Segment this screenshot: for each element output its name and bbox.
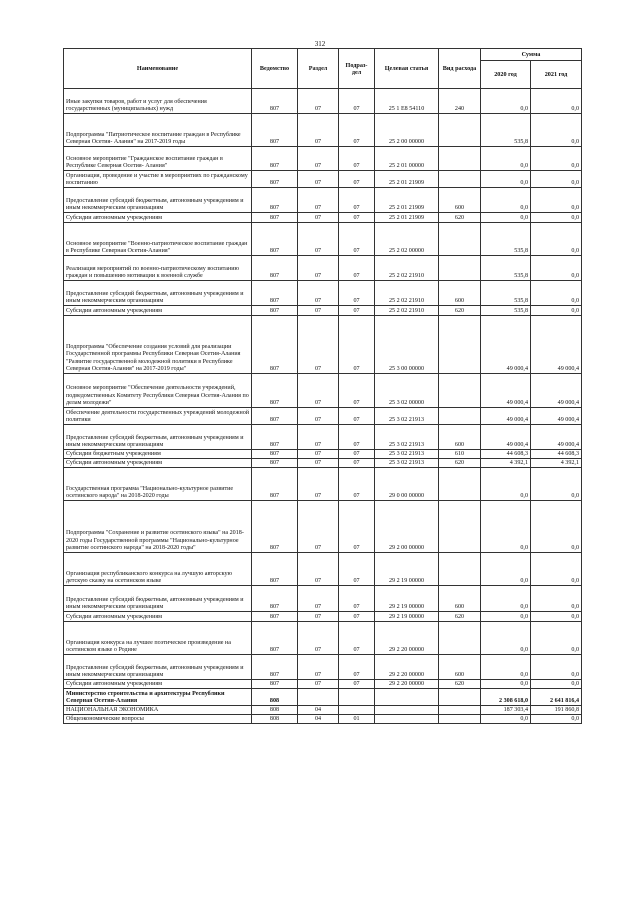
- cell-2020: 0,0: [481, 213, 531, 223]
- cell-expense: [439, 147, 481, 171]
- cell-ministry: 807: [252, 553, 298, 586]
- cell-2021: 0,0: [531, 147, 582, 171]
- cell-ministry: 807: [252, 374, 298, 408]
- header-ministry: Ведомство: [252, 49, 298, 89]
- cell-ministry: 807: [252, 256, 298, 281]
- table-row: [64, 715, 582, 724]
- cell-expense: 240: [439, 89, 481, 114]
- table-row: [64, 655, 582, 680]
- cell-target: 25 3 00 00000: [375, 316, 439, 374]
- cell-ministry: 807: [252, 213, 298, 223]
- table-row: [64, 450, 582, 459]
- cell-name: Обеспечение деятельности государственных учреждений молодежной политики: [64, 408, 252, 425]
- cell-section: 07: [298, 680, 339, 689]
- cell-name: Иные закупки товаров, работ и услуг для обеспечения государственных (муниципальных) нужд: [64, 89, 252, 114]
- cell-target: 25 2 02 00000: [375, 223, 439, 256]
- cell-2021: 0,0: [531, 715, 582, 724]
- cell-2020: 44 608,3: [481, 450, 531, 459]
- cell-ministry: 807: [252, 316, 298, 374]
- cell-2020: 535,8: [481, 114, 531, 147]
- cell-2021: 0,0: [531, 655, 582, 680]
- cell-target: 25 3 02 21913: [375, 425, 439, 450]
- cell-section: [298, 689, 339, 706]
- cell-ministry: 807: [252, 622, 298, 655]
- cell-subsection: 07: [339, 553, 375, 586]
- header-expense: Вид расхода: [439, 49, 481, 89]
- cell-target: 29 2 20 00000: [375, 680, 439, 689]
- cell-target: 25 3 02 21913: [375, 408, 439, 425]
- cell-target: 29 2 00 00000: [375, 501, 439, 553]
- cell-target: 25 2 01 21909: [375, 171, 439, 188]
- cell-2021: 0,0: [531, 586, 582, 612]
- cell-subsection: 07: [339, 171, 375, 188]
- header-subsection: Подраз-дел: [339, 49, 375, 89]
- cell-2020: 0,0: [481, 89, 531, 114]
- cell-expense: 620: [439, 459, 481, 468]
- cell-2021: 191 860,8: [531, 706, 582, 715]
- cell-2021: 0,0: [531, 306, 582, 316]
- cell-2021: 0,0: [531, 501, 582, 553]
- cell-section: 07: [298, 501, 339, 553]
- cell-section: 07: [298, 553, 339, 586]
- cell-target: 25 2 01 21909: [375, 188, 439, 213]
- table-row: [64, 501, 582, 553]
- cell-expense: [439, 223, 481, 256]
- cell-name: Субсидии автономным учреждениям: [64, 459, 252, 468]
- cell-expense: [439, 468, 481, 501]
- cell-target: 25 3 02 00000: [375, 374, 439, 408]
- cell-section: 07: [298, 306, 339, 316]
- cell-expense: [439, 408, 481, 425]
- header-2020: 2020 год: [481, 61, 531, 89]
- cell-name: Организация, проведение и участие в мероприятиях по гражданскому воспитанию: [64, 171, 252, 188]
- cell-subsection: 07: [339, 501, 375, 553]
- cell-name: НАЦИОНАЛЬНАЯ ЭКОНОМИКА: [64, 706, 252, 715]
- cell-target: 25 2 01 21909: [375, 213, 439, 223]
- cell-2020: 0,0: [481, 612, 531, 622]
- cell-subsection: 07: [339, 223, 375, 256]
- cell-2020: 2 308 618,0: [481, 689, 531, 706]
- cell-expense: [439, 171, 481, 188]
- cell-ministry: 807: [252, 223, 298, 256]
- cell-ministry: 807: [252, 188, 298, 213]
- cell-target: 29 2 19 00000: [375, 553, 439, 586]
- cell-target: [375, 689, 439, 706]
- cell-section: 07: [298, 612, 339, 622]
- cell-target: 25 1 E8 54110: [375, 89, 439, 114]
- cell-expense: 620: [439, 612, 481, 622]
- cell-subsection: 07: [339, 281, 375, 306]
- cell-ministry: 807: [252, 425, 298, 450]
- cell-2020: 0,0: [481, 501, 531, 553]
- cell-ministry: 807: [252, 147, 298, 171]
- cell-subsection: 07: [339, 622, 375, 655]
- header-sum: Сумма: [481, 49, 582, 61]
- cell-2021: 49 000,4: [531, 316, 582, 374]
- cell-2020: 4 392,1: [481, 459, 531, 468]
- cell-expense: 620: [439, 213, 481, 223]
- cell-2020: 0,0: [481, 655, 531, 680]
- cell-subsection: 07: [339, 408, 375, 425]
- cell-subsection: 07: [339, 468, 375, 501]
- cell-target: 29 2 19 00000: [375, 586, 439, 612]
- cell-target: 25 2 00 00000: [375, 114, 439, 147]
- cell-ministry: 808: [252, 715, 298, 724]
- table-row: [64, 316, 582, 374]
- page-number: 312: [314, 40, 326, 48]
- table-row: [64, 553, 582, 586]
- cell-expense: 600: [439, 586, 481, 612]
- cell-ministry: 807: [252, 306, 298, 316]
- cell-2020: 49 000,4: [481, 425, 531, 450]
- cell-target: 25 3 02 21913: [375, 459, 439, 468]
- cell-name: Подпрограмма "Патриотическое воспитание граждан в Республике Северная Осетия- Алания" на 2017-2019 годы: [64, 114, 252, 147]
- cell-target: 29 2 19 00000: [375, 612, 439, 622]
- table-row: [64, 114, 582, 147]
- cell-2021: 0,0: [531, 114, 582, 147]
- cell-2021: 0,0: [531, 188, 582, 213]
- cell-expense: [439, 114, 481, 147]
- cell-name: Общеэкономические вопросы: [64, 715, 252, 724]
- cell-2021: 0,0: [531, 680, 582, 689]
- cell-section: 07: [298, 114, 339, 147]
- cell-section: 07: [298, 622, 339, 655]
- cell-2021: 0,0: [531, 468, 582, 501]
- cell-section: 07: [298, 655, 339, 680]
- cell-name: Реализация мероприятий по военно-патриотическому воспитанию граждан и повышению мотивации к военной службе: [64, 256, 252, 281]
- table-row: [64, 188, 582, 213]
- cell-name: Организация конкурса на лучшее поэтическое произведение на осетинском языке о Родине: [64, 622, 252, 655]
- cell-section: 07: [298, 256, 339, 281]
- cell-ministry: 807: [252, 171, 298, 188]
- cell-ministry: 808: [252, 689, 298, 706]
- cell-ministry: 807: [252, 468, 298, 501]
- cell-expense: [439, 715, 481, 724]
- cell-target: 29 2 20 00000: [375, 622, 439, 655]
- cell-2020: 49 000,4: [481, 408, 531, 425]
- cell-section: 07: [298, 316, 339, 374]
- cell-name: Предоставление субсидий бюджетным, автономным учреждениям и иным некоммерческим организациям: [64, 655, 252, 680]
- cell-expense: 600: [439, 188, 481, 213]
- cell-expense: [439, 706, 481, 715]
- cell-section: 07: [298, 374, 339, 408]
- table-row: [64, 374, 582, 408]
- cell-2020: 535,8: [481, 281, 531, 306]
- cell-name: Субсидии автономным учреждениям: [64, 612, 252, 622]
- table-row: [64, 425, 582, 450]
- cell-target: 25 2 02 21910: [375, 306, 439, 316]
- cell-section: 07: [298, 213, 339, 223]
- cell-target: 25 2 01 00000: [375, 147, 439, 171]
- cell-subsection: 07: [339, 374, 375, 408]
- cell-2020: 0,0: [481, 622, 531, 655]
- cell-2020: 0,0: [481, 553, 531, 586]
- cell-name: Подпрограмма "Сохранение и развитие осетинского языка" на 2018-2020 годы Государственной программы "Национально-культурное развитие осетинского народа" на 2018-2020 годы": [64, 501, 252, 553]
- cell-name: Государственная программа "Национально-культурное развитие осетинского народа" на 2018-2020 годы: [64, 468, 252, 501]
- cell-2021: 0,0: [531, 553, 582, 586]
- cell-expense: [439, 316, 481, 374]
- cell-expense: [439, 374, 481, 408]
- cell-ministry: 807: [252, 586, 298, 612]
- cell-2021: 0,0: [531, 281, 582, 306]
- cell-2021: 44 608,3: [531, 450, 582, 459]
- header-name: Наименование: [64, 49, 252, 89]
- cell-subsection: 07: [339, 655, 375, 680]
- cell-section: 07: [298, 459, 339, 468]
- header-2021: 2021 год: [531, 61, 582, 89]
- cell-subsection: 07: [339, 306, 375, 316]
- cell-name: Министерство строительства и архитектуры Республики Северная Осетия-Алания: [64, 689, 252, 706]
- cell-2020: 0,0: [481, 586, 531, 612]
- table-row: [64, 689, 582, 706]
- cell-section: 07: [298, 171, 339, 188]
- cell-subsection: 07: [339, 612, 375, 622]
- cell-ministry: 808: [252, 706, 298, 715]
- table-row: [64, 89, 582, 114]
- table-row: [64, 459, 582, 468]
- cell-subsection: 07: [339, 586, 375, 612]
- cell-2021: 0,0: [531, 612, 582, 622]
- cell-expense: [439, 501, 481, 553]
- cell-2021: 0,0: [531, 171, 582, 188]
- cell-subsection: 07: [339, 425, 375, 450]
- cell-name: Основное мероприятие "Гражданское воспитание граждан в Республике Северная Осетия- Алания": [64, 147, 252, 171]
- cell-2021: 0,0: [531, 622, 582, 655]
- cell-expense: 610: [439, 450, 481, 459]
- table-row: [64, 622, 582, 655]
- cell-2021: 49 000,4: [531, 425, 582, 450]
- cell-ministry: 807: [252, 680, 298, 689]
- cell-subsection: [339, 706, 375, 715]
- table-row: [64, 306, 582, 316]
- cell-target: 25 2 02 21910: [375, 281, 439, 306]
- cell-target: 25 2 02 21910: [375, 256, 439, 281]
- cell-2020: 49 000,4: [481, 374, 531, 408]
- cell-section: 07: [298, 586, 339, 612]
- cell-section: 07: [298, 468, 339, 501]
- cell-target: 29 2 20 00000: [375, 655, 439, 680]
- cell-name: Субсидии бюджетным учреждениям: [64, 450, 252, 459]
- cell-ministry: 807: [252, 459, 298, 468]
- cell-section: 07: [298, 425, 339, 450]
- cell-ministry: 807: [252, 281, 298, 306]
- cell-subsection: 07: [339, 213, 375, 223]
- cell-name: Предоставление субсидий бюджетным, автономным учреждениям и иным некоммерческим организациям: [64, 586, 252, 612]
- table-row: [64, 223, 582, 256]
- cell-2020: 535,8: [481, 306, 531, 316]
- cell-2021: 0,0: [531, 89, 582, 114]
- cell-section: 07: [298, 89, 339, 114]
- cell-2021: 0,0: [531, 223, 582, 256]
- cell-expense: 600: [439, 281, 481, 306]
- table-row: [64, 147, 582, 171]
- table-row: [64, 171, 582, 188]
- cell-2020: 49 000,4: [481, 316, 531, 374]
- cell-subsection: 07: [339, 680, 375, 689]
- cell-expense: [439, 689, 481, 706]
- table-row: [64, 468, 582, 501]
- cell-subsection: 07: [339, 147, 375, 171]
- cell-subsection: 07: [339, 89, 375, 114]
- cell-section: 07: [298, 450, 339, 459]
- cell-ministry: 807: [252, 655, 298, 680]
- cell-2021: 49 000,4: [531, 374, 582, 408]
- cell-2020: 535,8: [481, 223, 531, 256]
- cell-section: 04: [298, 706, 339, 715]
- cell-2021: 2 641 816,4: [531, 689, 582, 706]
- cell-target: [375, 715, 439, 724]
- cell-2020: 0,0: [481, 680, 531, 689]
- cell-expense: 620: [439, 680, 481, 689]
- cell-target: 25 3 02 21913: [375, 450, 439, 459]
- cell-name: Предоставление субсидий бюджетным, автономным учреждениям и иным некоммерческим организациям: [64, 281, 252, 306]
- cell-subsection: 07: [339, 188, 375, 213]
- cell-subsection: 07: [339, 114, 375, 147]
- cell-expense: [439, 256, 481, 281]
- cell-2020: 535,8: [481, 256, 531, 281]
- cell-section: 07: [298, 223, 339, 256]
- table-row: [64, 706, 582, 715]
- header-target: Целевая статья: [375, 49, 439, 89]
- cell-ministry: 807: [252, 612, 298, 622]
- header-section: Раздел: [298, 49, 339, 89]
- table-body: [64, 89, 582, 724]
- table-row: [64, 256, 582, 281]
- cell-2020: 0,0: [481, 715, 531, 724]
- cell-ministry: 807: [252, 89, 298, 114]
- cell-expense: 600: [439, 425, 481, 450]
- cell-name: Предоставление субсидий бюджетным, автономным учреждениям и иным некоммерческим организациям: [64, 425, 252, 450]
- table-row: [64, 408, 582, 425]
- cell-name: Субсидии автономным учреждениям: [64, 306, 252, 316]
- cell-expense: [439, 622, 481, 655]
- cell-ministry: 807: [252, 450, 298, 459]
- cell-name: Субсидии автономным учреждениям: [64, 213, 252, 223]
- cell-2021: 0,0: [531, 256, 582, 281]
- budget-table: [63, 48, 582, 724]
- cell-subsection: 01: [339, 715, 375, 724]
- cell-subsection: 07: [339, 316, 375, 374]
- cell-section: 07: [298, 188, 339, 213]
- cell-2021: 49 000,4: [531, 408, 582, 425]
- cell-subsection: 07: [339, 450, 375, 459]
- cell-name: Организация республиканского конкурса на лучшую авторскую детскую сказку на осетинском языке: [64, 553, 252, 586]
- cell-subsection: [339, 689, 375, 706]
- table-row: [64, 281, 582, 306]
- cell-2020: 0,0: [481, 188, 531, 213]
- cell-target: [375, 706, 439, 715]
- cell-section: 07: [298, 408, 339, 425]
- table-row: [64, 680, 582, 689]
- cell-name: Подпрограмма "Обеспечение создания условий для реализации Государственной программы Республики Северная Осетия-Алания "Развитие государственной молодежной политики в Республике Северная Осетия-Алания" на 2017-2019 годы": [64, 316, 252, 374]
- cell-2020: 0,0: [481, 147, 531, 171]
- cell-section: 07: [298, 147, 339, 171]
- table-row: [64, 213, 582, 223]
- cell-name: Предоставление субсидий бюджетным, автономным учреждениям и иным некоммерческим организациям: [64, 188, 252, 213]
- cell-section: 07: [298, 281, 339, 306]
- cell-2020: 187 303,4: [481, 706, 531, 715]
- cell-name: Основное мероприятие "Обеспечение деятельности учреждений, подведомственных Комитету Республики Северная Осетия-Алания по делам молодежи": [64, 374, 252, 408]
- cell-target: 29 0 00 00000: [375, 468, 439, 501]
- cell-2021: 0,0: [531, 213, 582, 223]
- cell-ministry: 807: [252, 408, 298, 425]
- cell-name: Субсидии автономным учреждениям: [64, 680, 252, 689]
- cell-subsection: 07: [339, 459, 375, 468]
- cell-expense: [439, 553, 481, 586]
- cell-2021: 4 392,1: [531, 459, 582, 468]
- cell-expense: 620: [439, 306, 481, 316]
- cell-name: Основное мероприятие "Военно-патриотическое воспитание граждан в Республике Северная Осетия-Алания": [64, 223, 252, 256]
- cell-2020: 0,0: [481, 468, 531, 501]
- table-row: [64, 586, 582, 612]
- cell-section: 04: [298, 715, 339, 724]
- table-row: [64, 612, 582, 622]
- cell-expense: 600: [439, 655, 481, 680]
- cell-ministry: 807: [252, 114, 298, 147]
- cell-subsection: 07: [339, 256, 375, 281]
- cell-ministry: 807: [252, 501, 298, 553]
- cell-2020: 0,0: [481, 171, 531, 188]
